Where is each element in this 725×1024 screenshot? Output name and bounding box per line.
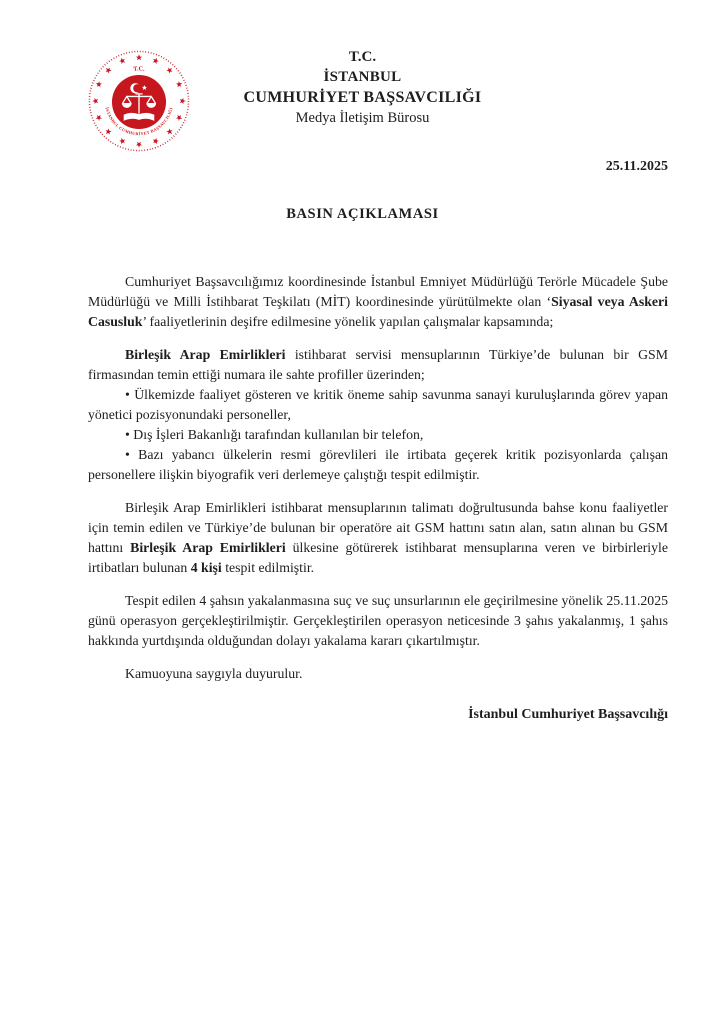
bullet-icon: •: [125, 427, 134, 442]
paragraph: [88, 272, 668, 332]
text-segment: ülkesine götürerek istihbarat mensuplarına veren ve birbirleriyle irtibatları bulunan: [88, 540, 668, 575]
paragraph: [88, 345, 668, 385]
prosecutor-office-seal-icon: [88, 50, 190, 152]
paragraph: [88, 591, 668, 651]
letterhead-city: İSTANBUL: [323, 69, 402, 85]
bullet-item: [88, 385, 668, 425]
text-segment: Tespit edilen 4 şahsın yakalanmasına suç ve suç unsurlarının ele geçirilmesine yönelik 25.11.2025 günü operasyon gerçekleştirilmiştir. Gerçekleştirilen operasyon neticesinde 3 şahıs yakalanmış, 1 şahıs hakkında yurtdışında olduğundan dolayı yakalama kararı çıkartılmıştır.: [88, 593, 668, 648]
text-segment: Birleşik Arap Emirlikleri: [130, 540, 286, 555]
text-segment: Siyasal veya Askeri Casusluk: [88, 294, 668, 329]
text-segment: Birleşik Arap Emirlikleri: [125, 347, 286, 362]
bullet-item: [88, 425, 668, 445]
text-segment: Bazı yabancı ülkelerin resmi görevlileri ile irtibata geçerek kritik pozisyonlarda çalışan personellere ilişkin biyografik veri derlemeye çalıştığı tespit edilmiştir.: [88, 447, 669, 482]
text-segment: istihbarat servisi mensuplarının Türkiye’de bulunan bir GSM firmasından temin ettiği numara ile sahte profiller üzerinden;: [88, 347, 668, 382]
text-segment: Birleşik Arap Emirlikleri istihbarat mensuplarının talimatı doğrultusunda bahse konu faaliyetler için temin edilen ve Türkiye’de bulunan bir operatöre ait GSM hattını satın alan, satın alınan bu GSM hattını: [88, 500, 668, 555]
bullet-item: [88, 445, 668, 485]
document-title: BASIN AÇIKLAMASI: [286, 206, 439, 222]
letterhead-republic: T.C.: [348, 49, 377, 65]
signature-line: İstanbul Cumhuriyet Başsavcılığı: [468, 707, 668, 722]
letterhead-bureau: Medya İletişim Bürosu: [295, 110, 430, 126]
text-segment: ’ faaliyetlerinin deşifre edilmesine yönelik yapılan çalışmalar kapsamında;: [142, 314, 554, 329]
seal-ring-text-top: T.C.: [133, 66, 146, 73]
document-body: [0, 272, 725, 684]
text-segment: tespit edilmiştir.: [221, 560, 315, 575]
paragraph: [88, 664, 668, 684]
text-segment: Dış İşleri Bakanlığı tarafından kullanılan bir telefon,: [133, 427, 424, 442]
bullet-icon: •: [125, 387, 135, 402]
paragraph: [88, 498, 668, 578]
text-segment: 4 kişi: [190, 560, 222, 575]
bullet-icon: •: [125, 447, 139, 462]
document-date: 25.11.2025: [605, 159, 668, 174]
seal-ring-text: İSTANBUL CUMHURİYET BAŞSAVCILIĞI: [104, 106, 174, 137]
text-segment: Kamuoyuna saygıyla duyurulur.: [125, 666, 303, 681]
svg-text:T.C.: [133, 66, 146, 73]
text-segment: Ülkemizde faaliyet gösteren ve kritik öneme sahip savunma sanayi kuruluşlarında görev yapan yönetici pozisyonundaki personeller,: [88, 387, 669, 422]
letterhead: [0, 0, 725, 137]
text-segment: Cumhuriyet Başsavcılığımız koordinesinde İstanbul Emniyet Müdürlüğü Terörle Mücadele Şube Müdürlüğü ve Milli İstihbarat Teşkilatı (MİT) koordinesinde yürütülmekte olan ‘: [88, 274, 668, 309]
letterhead-office: CUMHURİYET BAŞSAVCILIĞI: [243, 89, 482, 106]
